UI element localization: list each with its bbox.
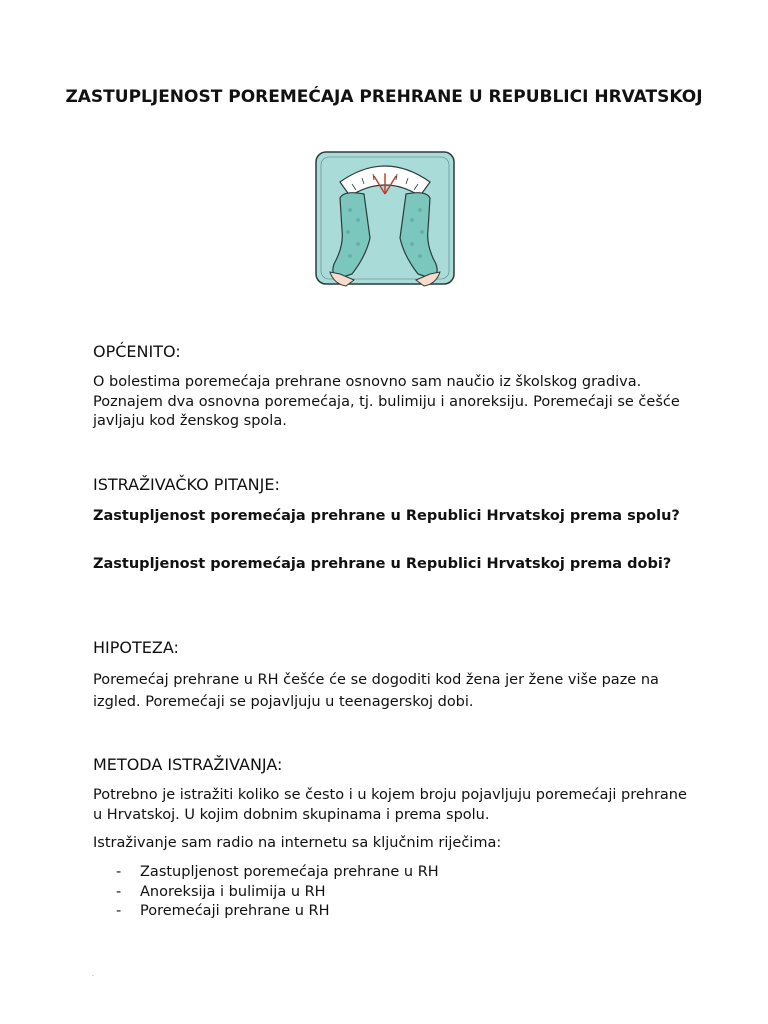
heading-istrazivacko-pitanje: ISTRAŽIVAČKO PITANJE: (93, 475, 280, 494)
paragraph-hipoteza: Poremećaj prehrane u RH češće će se dogoditi kod žena jer žene više paze na izgled. Poremećaji se pojavljuju u teenagerskoj dobi. (93, 672, 659, 710)
bathroom-scale-illustration (304, 146, 466, 294)
page-title: ZASTUPLJENOST POREMEĆAJA PREHRANE U REPUBLICI HRVATSKOJ (65, 87, 703, 107)
scale-feet-icon (304, 146, 466, 294)
keyword-text: Zastupljenost poremećaja prehrane u RH (140, 864, 439, 880)
list-dash: - (116, 903, 122, 919)
list-dash: - (116, 864, 122, 880)
footer-mark: . (92, 971, 94, 978)
paragraph-opcenito: O bolestima poremećaja prehrane osnovno sam naučio iz školskog gradiva. Poznajem dva osnovna poremećaja, tj. bulimiju i anoreksiju. Poremećaji se češće javljaju kod ženskog spola. (93, 374, 680, 429)
heading-hipoteza: HIPOTEZA: (93, 638, 179, 657)
list-item (116, 902, 439, 922)
paragraph-metoda-keywords-intro: Istraživanje sam radio na internetu sa ključnim riječima: (93, 835, 502, 851)
list-item (116, 883, 439, 903)
keyword-text: Anoreksija i bulimija u RH (140, 883, 326, 900)
paragraph-metoda: Potrebno je istražiti koliko se često i u kojem broju pojavljuju poremećaji prehrane u Hrvatskoj. U kojim dobnim skupinama i prema spolu. (93, 787, 687, 823)
list-item (116, 863, 439, 883)
keyword-list (116, 863, 439, 922)
list-dash: - (116, 883, 122, 900)
research-question-gender: Zastupljenost poremećaja prehrane u Republici Hrvatskoj prema spolu? (93, 508, 680, 524)
keyword-text: Poremećaji prehrane u RH (140, 903, 330, 919)
heading-metoda-istrazivanja: METODA ISTRAŽIVANJA: (93, 755, 283, 774)
research-question-age: Zastupljenost poremećaja prehrane u Republici Hrvatskoj prema dobi? (93, 556, 672, 572)
heading-opcenito: OPĆENITO: (93, 342, 181, 361)
